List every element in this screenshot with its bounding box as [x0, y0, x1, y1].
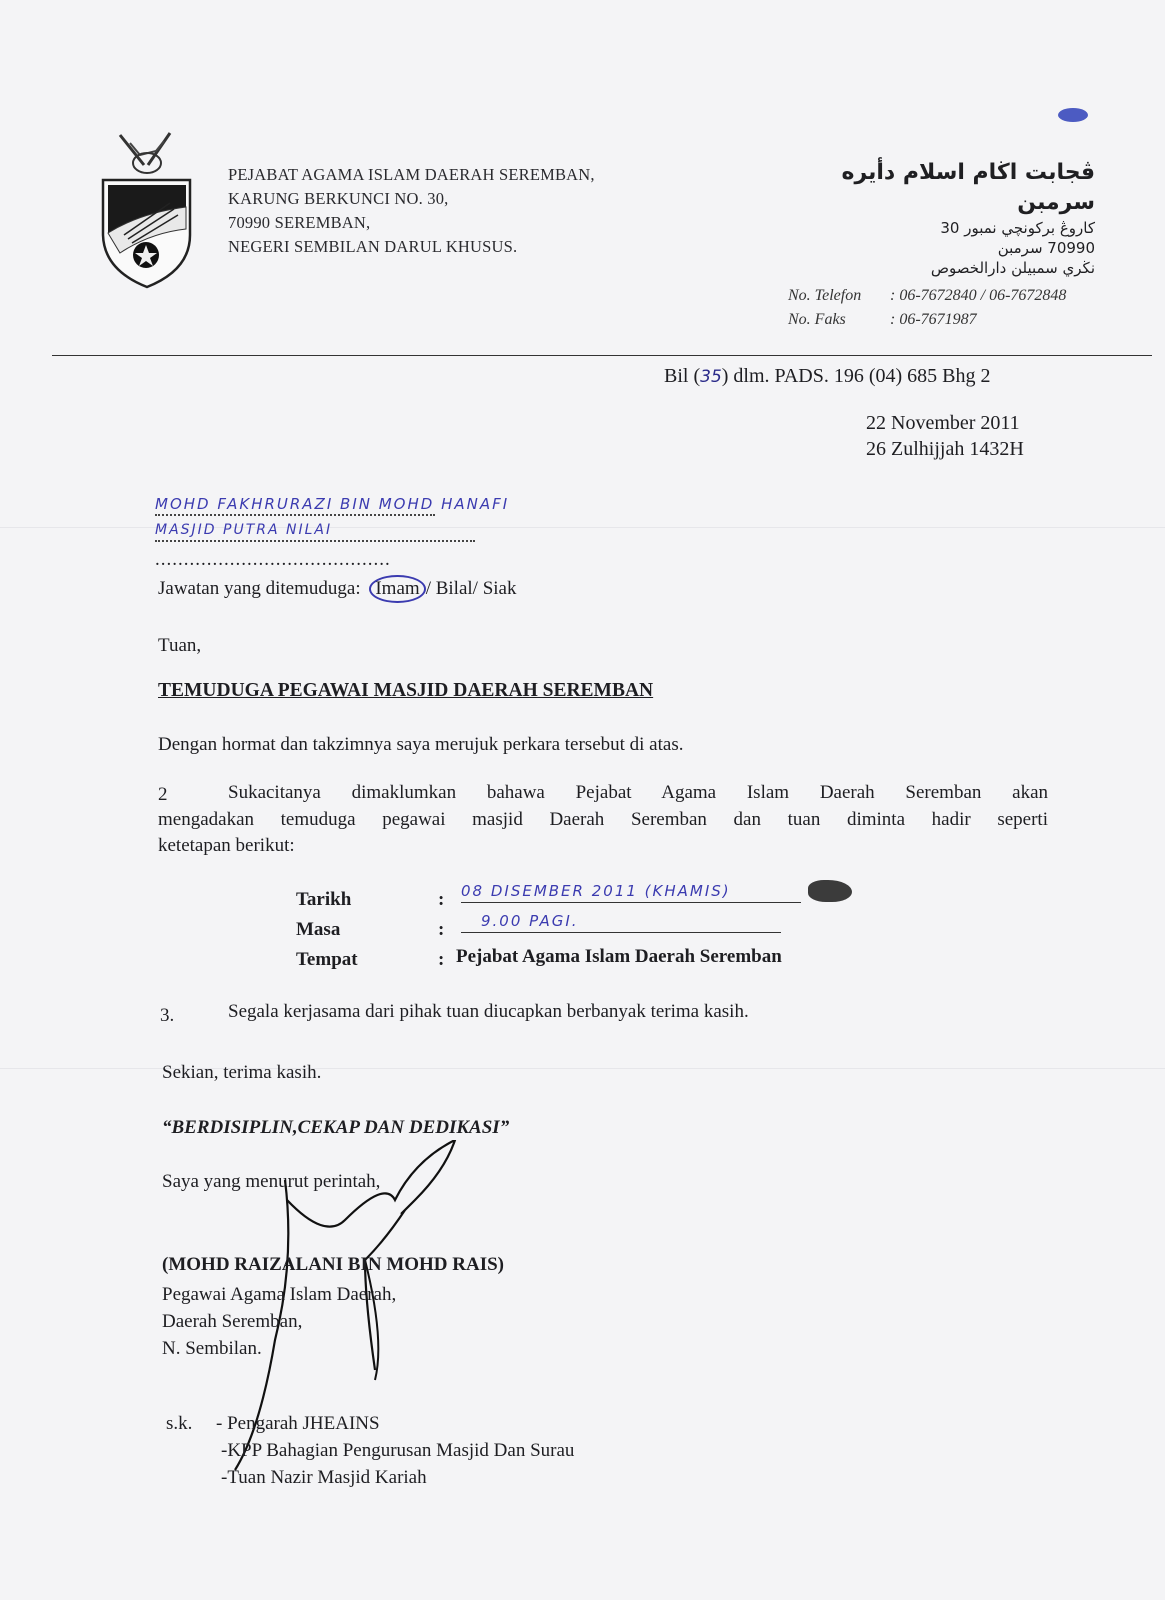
motto: “BERDISIPLIN,CEKAP DAN DEDIKASI” [162, 1117, 510, 1138]
cc-list [216, 1410, 574, 1491]
phone-value: : 06-7672840 / 06-7672848 [890, 287, 1067, 304]
closing: Sekian, terima kasih. [162, 1062, 322, 1083]
position-circled: Imam [369, 575, 425, 603]
para3-number: 3. [160, 1005, 175, 1026]
address-line: KARUNG BERKUNCI NO. 30, [228, 189, 449, 208]
letter-dates [866, 410, 1024, 462]
interview-schedule [296, 882, 896, 978]
reference-suffix: ) dlm. PADS. 196 (04) 685 Bhg 2 [721, 365, 991, 387]
jawi-office-name: ڤجابت اڬام اسلام دأيره سرمبن [841, 160, 1095, 215]
contact-block [788, 284, 1066, 332]
date-label: Tarikh [296, 889, 352, 910]
salutation: Tuan, [158, 635, 202, 656]
jawi-address-line: كاروڠ بركونچي نمبور 30 [940, 219, 1095, 237]
address-line: NEGERI SEMBILAN DARUL KHUSUS. [228, 237, 518, 256]
dotted-line [155, 536, 475, 542]
gregorian-date: 22 November 2011 [866, 412, 1020, 434]
time-label: Masa [296, 919, 341, 940]
signatory-title-line: Daerah Seremban, [162, 1311, 303, 1332]
cc-item: -KPP Bahagian Pengurusan Masjid Dan Surau [221, 1440, 575, 1461]
reference-number [664, 364, 991, 389]
recipient-name: MOHD FAKHRURAZI BIN MOHD HANAFI [155, 495, 510, 513]
address-line: 70990 SEREMBAN, [228, 213, 371, 232]
cc-label: s.k. [166, 1413, 193, 1434]
state-crest-logo [100, 125, 196, 290]
opening-paragraph: Dengan hormat dan takzimnya saya merujuk perkara tersebut di atas. [158, 734, 684, 755]
schedule-row-place [296, 948, 896, 978]
signatory-title-line: N. Sembilan. [162, 1338, 262, 1359]
signatory-name: (MOHD RAIZALANI BIN MOHD RAIS) [162, 1254, 505, 1275]
jawi-address [775, 158, 1095, 278]
hijri-date: 26 Zulhijjah 1432H [866, 438, 1024, 460]
signatory-title-line: Pegawai Agama Islam Daerah, [162, 1284, 397, 1305]
place-label: Tempat [296, 949, 358, 970]
office-address [228, 163, 595, 259]
recipient-block [155, 492, 595, 570]
colon: : [438, 949, 445, 970]
recipient-mosque: MASJID PUTRA NILAI [155, 522, 333, 538]
fax-label: No. Faks [788, 311, 846, 328]
para2-number: 2 [158, 784, 168, 805]
jawi-address-line: نڬري سمبيلن دارالخصوص [930, 259, 1095, 277]
signatory-title [162, 1281, 396, 1362]
header-divider [52, 355, 1152, 356]
place-value: Pejabat Agama Islam Daerah Seremban [456, 946, 782, 967]
position-rest: / Bilal/ Siak [425, 578, 517, 599]
ink-smudge [808, 880, 852, 902]
time-value-handwritten: 9.00 PAGI. [461, 912, 781, 933]
signoff: Saya yang menurut perintah, [162, 1171, 381, 1192]
cc-item: -Tuan Nazir Masjid Kariah [221, 1467, 427, 1488]
date-value-handwritten: 08 DISEMBER 2011 (KHAMIS) [461, 882, 801, 903]
cc-item: - Pengarah JHEAINS [216, 1413, 380, 1434]
reference-handwritten-number: 35 [700, 367, 722, 387]
jawi-address-line: 70990 سرمبن [997, 239, 1095, 257]
address-line: PEJABAT AGAMA ISLAM DAERAH SEREMBAN, [228, 165, 595, 184]
para3-text: Segala kerjasama dari pihak tuan diucapkan berbanyak terima kasih. [228, 1001, 749, 1022]
schedule-row-time [296, 912, 896, 948]
phone-label: No. Telefon [788, 287, 862, 304]
position-label: Jawatan yang ditemuduga: [158, 578, 361, 599]
reference-prefix: Bil ( [664, 365, 701, 387]
colon: : [438, 889, 445, 910]
para2-line2: mengadakan temuduga pegawai masjid Daerah Seremban dan tuan diminta hadir seperti [158, 809, 1048, 830]
dotted-line [155, 510, 435, 516]
para2-line3: ketetapan berikut: [158, 835, 295, 856]
position-line [158, 575, 516, 603]
dotted-address-line: ......................................... [155, 549, 391, 570]
para2-line1: Sukacitanya dimaklumkan bahawa Pejabat Agama Islam Daerah Seremban akan [228, 782, 1048, 803]
fax-value: : 06-7671987 [890, 311, 977, 328]
letter-subject: TEMUDUGA PEGAWAI MASJID DAERAH SEREMBAN [158, 680, 654, 701]
ink-blot [1058, 108, 1088, 122]
colon: : [438, 919, 445, 940]
